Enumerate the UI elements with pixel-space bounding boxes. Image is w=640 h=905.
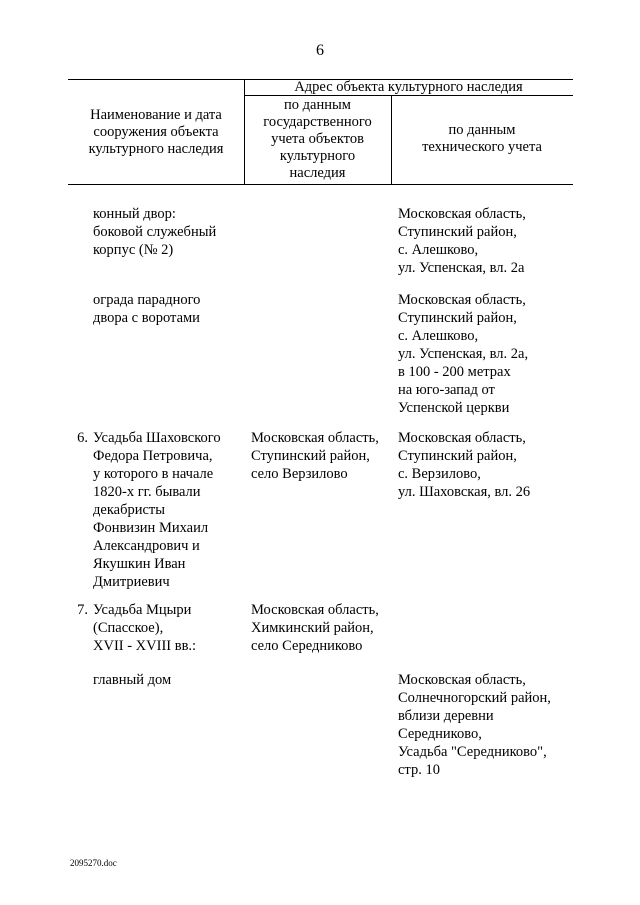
row-6-tech-address: Московская область, Ступинский район, с. Верзилово, ул. Шаховская, вл. 26: [398, 430, 531, 500]
page-number: 6: [316, 42, 324, 59]
row-7-number: 7.: [77, 602, 88, 618]
row-6-name: Усадьба Шаховского Федора Петровича, у которого в начале 1820-х гг. бывали декабристы Фонвизин Михаил Александрович и Якушкин Иван Дмитриевич: [93, 430, 221, 590]
header-state-column: по данным государственного учета объектов культурного наследия: [263, 97, 372, 181]
row-1-name: конный двор: боковой служебный корпус (№ 2): [93, 206, 217, 258]
row-2-tech-address: Московская область, Ступинский район, с. Алешково, ул. Успенская, вл. 2а, в 100 - 200 метрах на юго-запад от Успенской церкви: [398, 292, 529, 416]
header-bottom-rule: [68, 184, 573, 185]
row-6-state-address: Московская область, Ступинский район, село Верзилово: [251, 430, 379, 482]
row-7-state-address: Московская область, Химкинский район, село Середниково: [251, 602, 379, 654]
row-2-name: ограда парадного двора с воротами: [93, 292, 201, 326]
header-name-column: Наименование и дата сооружения объекта культурного наследия: [88, 107, 224, 157]
row-1-tech-address: Московская область, Ступинский район, с. Алешково, ул. Успенская, вл. 2а: [398, 206, 526, 276]
header-tech-column: по данным технического учета: [422, 122, 542, 155]
row-main-house-name: главный дом: [93, 672, 172, 688]
row-main-house-tech-address: Московская область, Солнечногорский район, вблизи деревни Середниково, Усадьба "Середниково", стр. 10: [398, 672, 551, 778]
header-address-group: Адрес объекта культурного наследия: [294, 79, 523, 95]
row-7-name: Усадьба Мцыри (Спасское), XVII - XVIII вв.:: [93, 602, 197, 654]
document-footer: 2095270.doc: [70, 858, 117, 868]
row-6-number: 6.: [77, 430, 88, 446]
